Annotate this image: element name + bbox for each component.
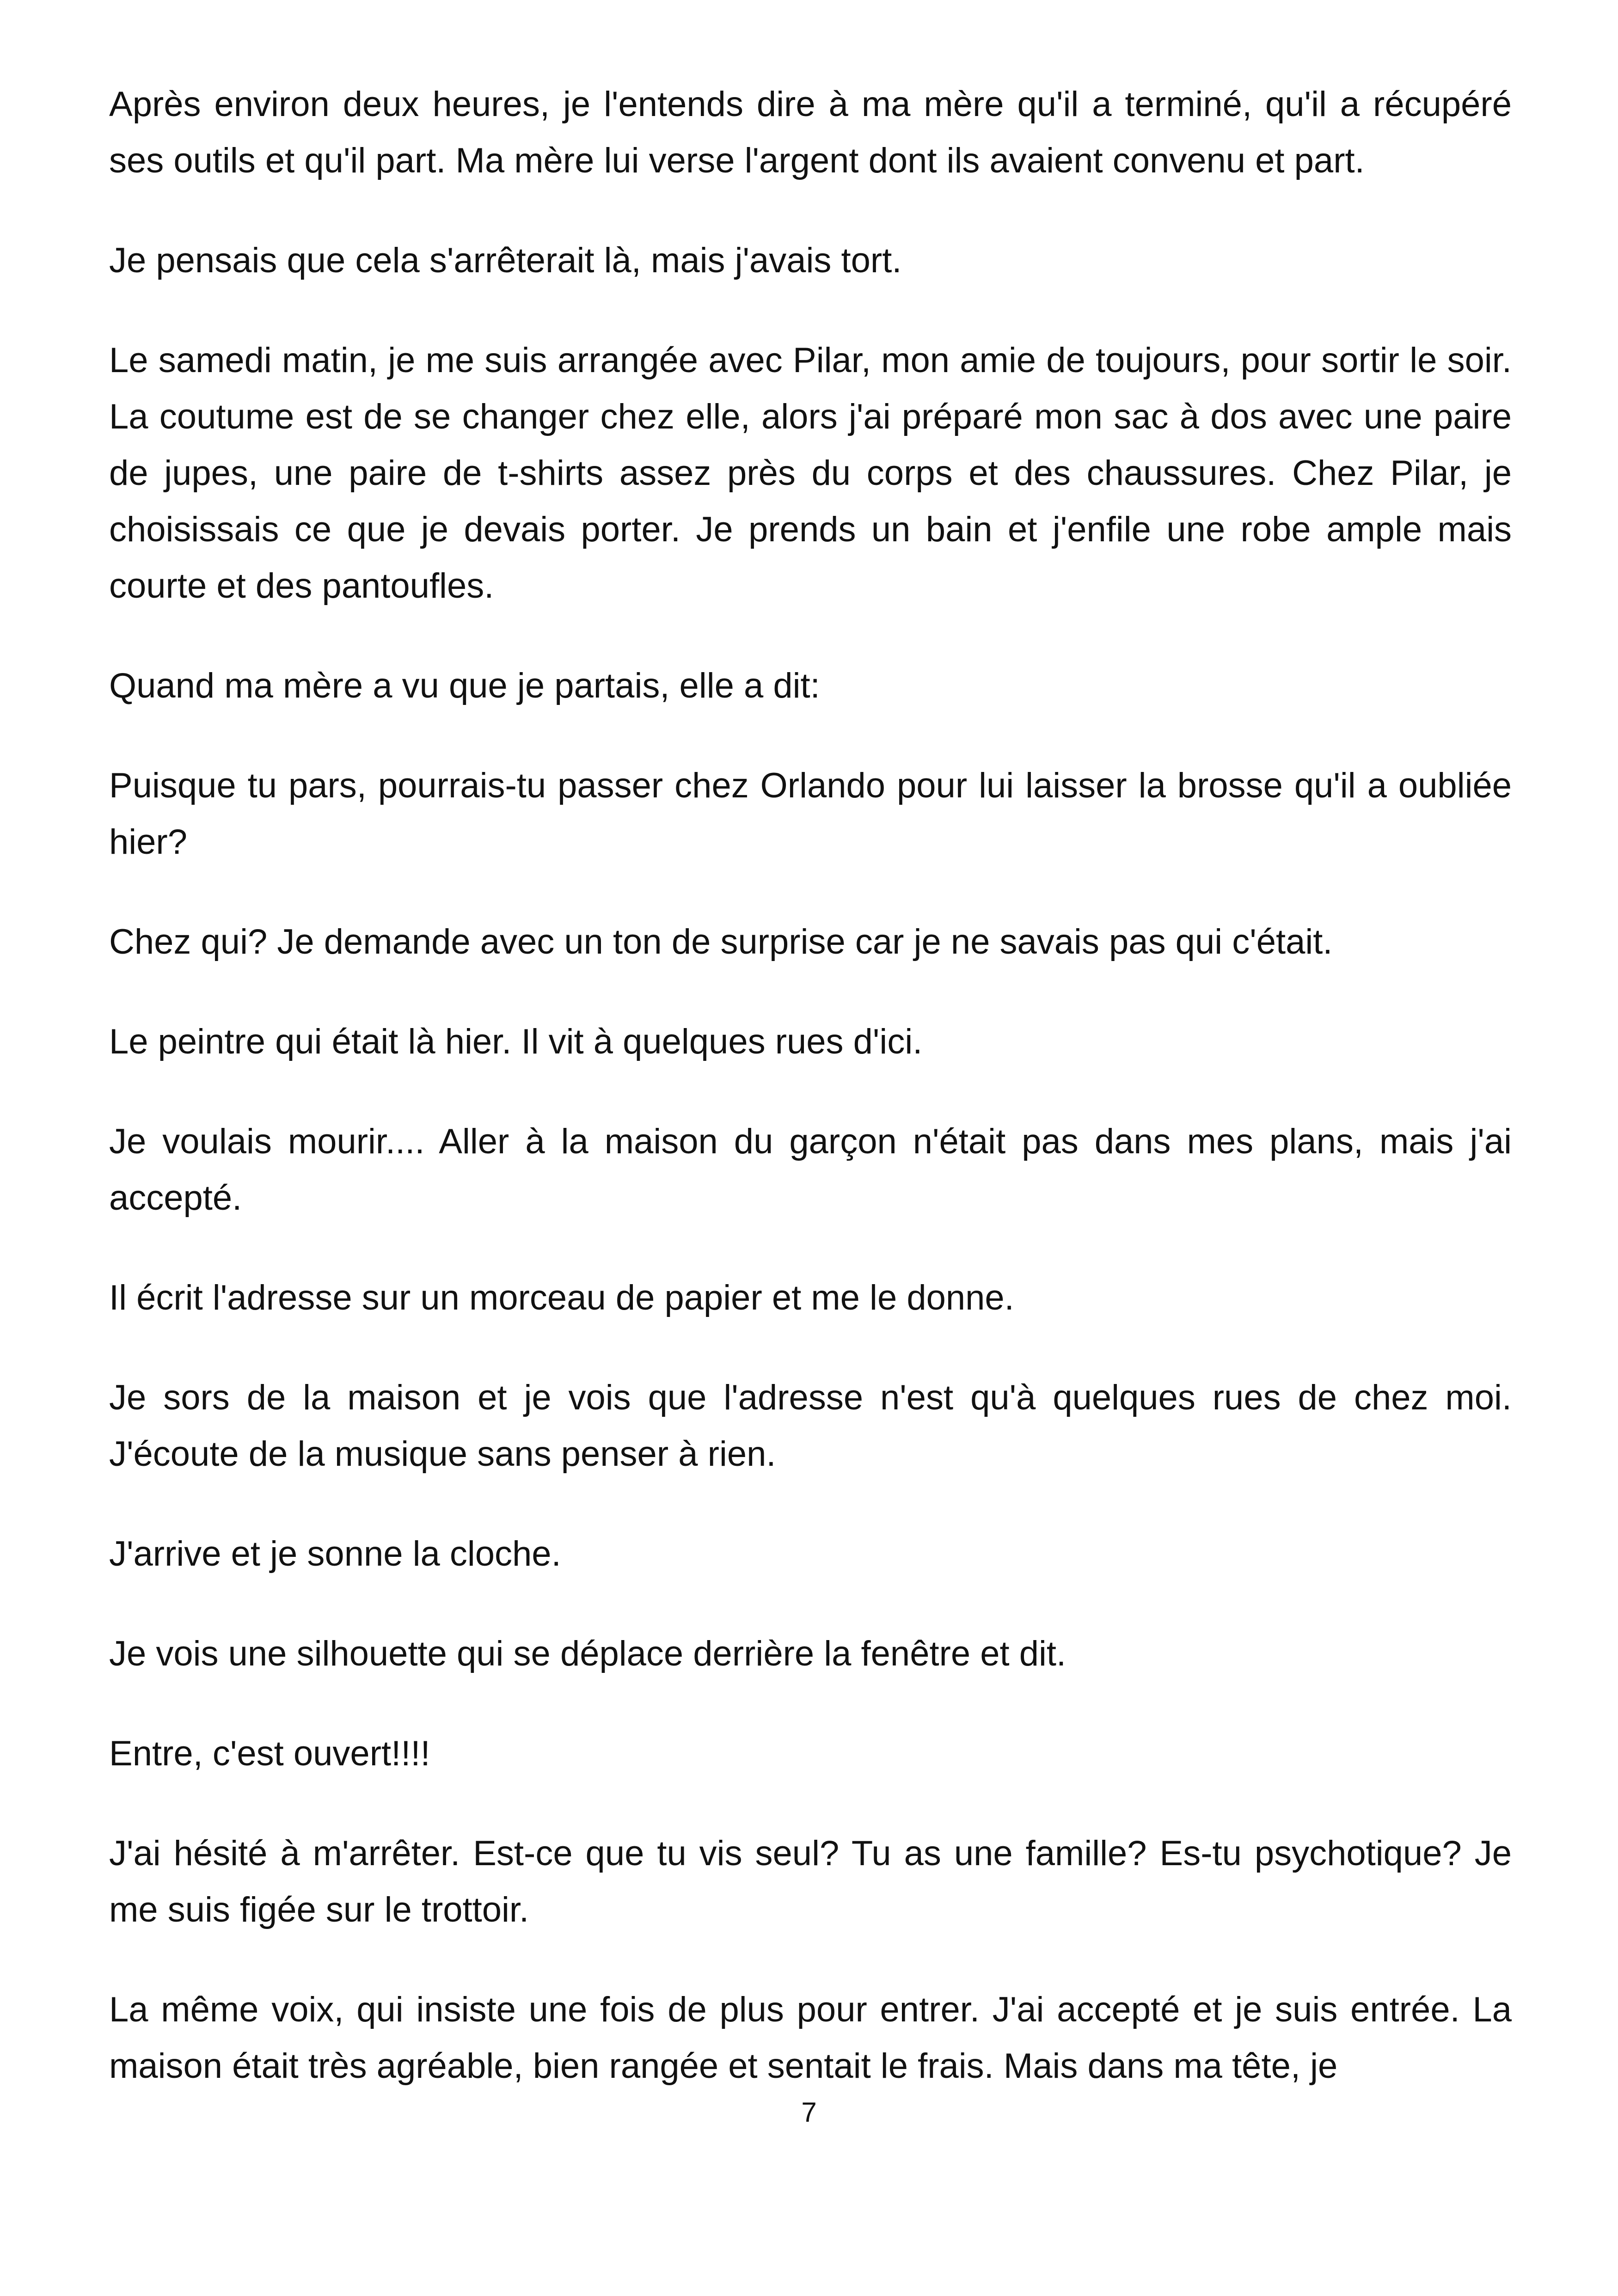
- body-text: [109, 76, 1512, 2138]
- paragraph-7: Le peintre qui était là hier. Il vit à quelques rues d'ici.: [109, 1022, 923, 1061]
- paragraph-13: Entre, c'est ouvert!!!!: [109, 1734, 430, 1773]
- paragraph-10: Je sors de la maison et je vois que l'adresse n'est qu'à quelques rues de chez moi. J'écoute de la musique sans penser à rien.: [109, 1378, 1512, 1474]
- paragraph-15: La même voix, qui insiste une fois de plus pour entrer. J'ai accepté et je suis entrée. La maison était très agréable, bien rangée et sentait le frais. Mais dans ma tête, je: [109, 1990, 1512, 2086]
- paragraph-4: Quand ma mère a vu que je partais, elle a dit:: [109, 666, 820, 705]
- paragraph-8: Je voulais mourir.... Aller à la maison du garçon n'était pas dans mes plans, mais j'ai accepté.: [109, 1122, 1512, 1218]
- paragraph-5: Puisque tu pars, pourrais-tu passer chez Orlando pour lui laisser la brosse qu'il a oubliée hier?: [109, 766, 1512, 862]
- paragraph-6: Chez qui? Je demande avec un ton de surprise car je ne savais pas qui c'était.: [109, 922, 1333, 961]
- paragraph-9: Il écrit l'adresse sur un morceau de papier et me le donne.: [109, 1278, 1014, 1317]
- paragraph-12: Je vois une silhouette qui se déplace derrière la fenêtre et dit.: [109, 1634, 1066, 1673]
- paragraph-2: Je pensais que cela s'arrêterait là, mais j'avais tort.: [109, 241, 902, 280]
- paragraph-14: J'ai hésité à m'arrêter. Est-ce que tu vis seul? Tu as une famille? Es-tu psychotique? Je me suis figée sur le trottoir.: [109, 1834, 1512, 1929]
- paragraph-1: Après environ deux heures, je l'entends dire à ma mère qu'il a terminé, qu'il a récupéré ses outils et qu'il part. Ma mère lui verse l'argent dont ils avaient convenu et part.: [109, 85, 1512, 180]
- paragraph-3: Le samedi matin, je me suis arrangée avec Pilar, mon amie de toujours, pour sortir le soir. La coutume est de se changer chez elle, alors j'ai préparé mon sac à dos avec une paire de jupes, une paire de t-shirts assez près du corps et des chaussures. Chez Pilar, je choisissais ce que je devais porter. Je prends un bain et j'enfile une robe ample mais courte et des pantoufles.: [109, 341, 1512, 606]
- paragraph-11: J'arrive et je sonne la cloche.: [109, 1534, 561, 1574]
- page-number: 7: [801, 2097, 817, 2128]
